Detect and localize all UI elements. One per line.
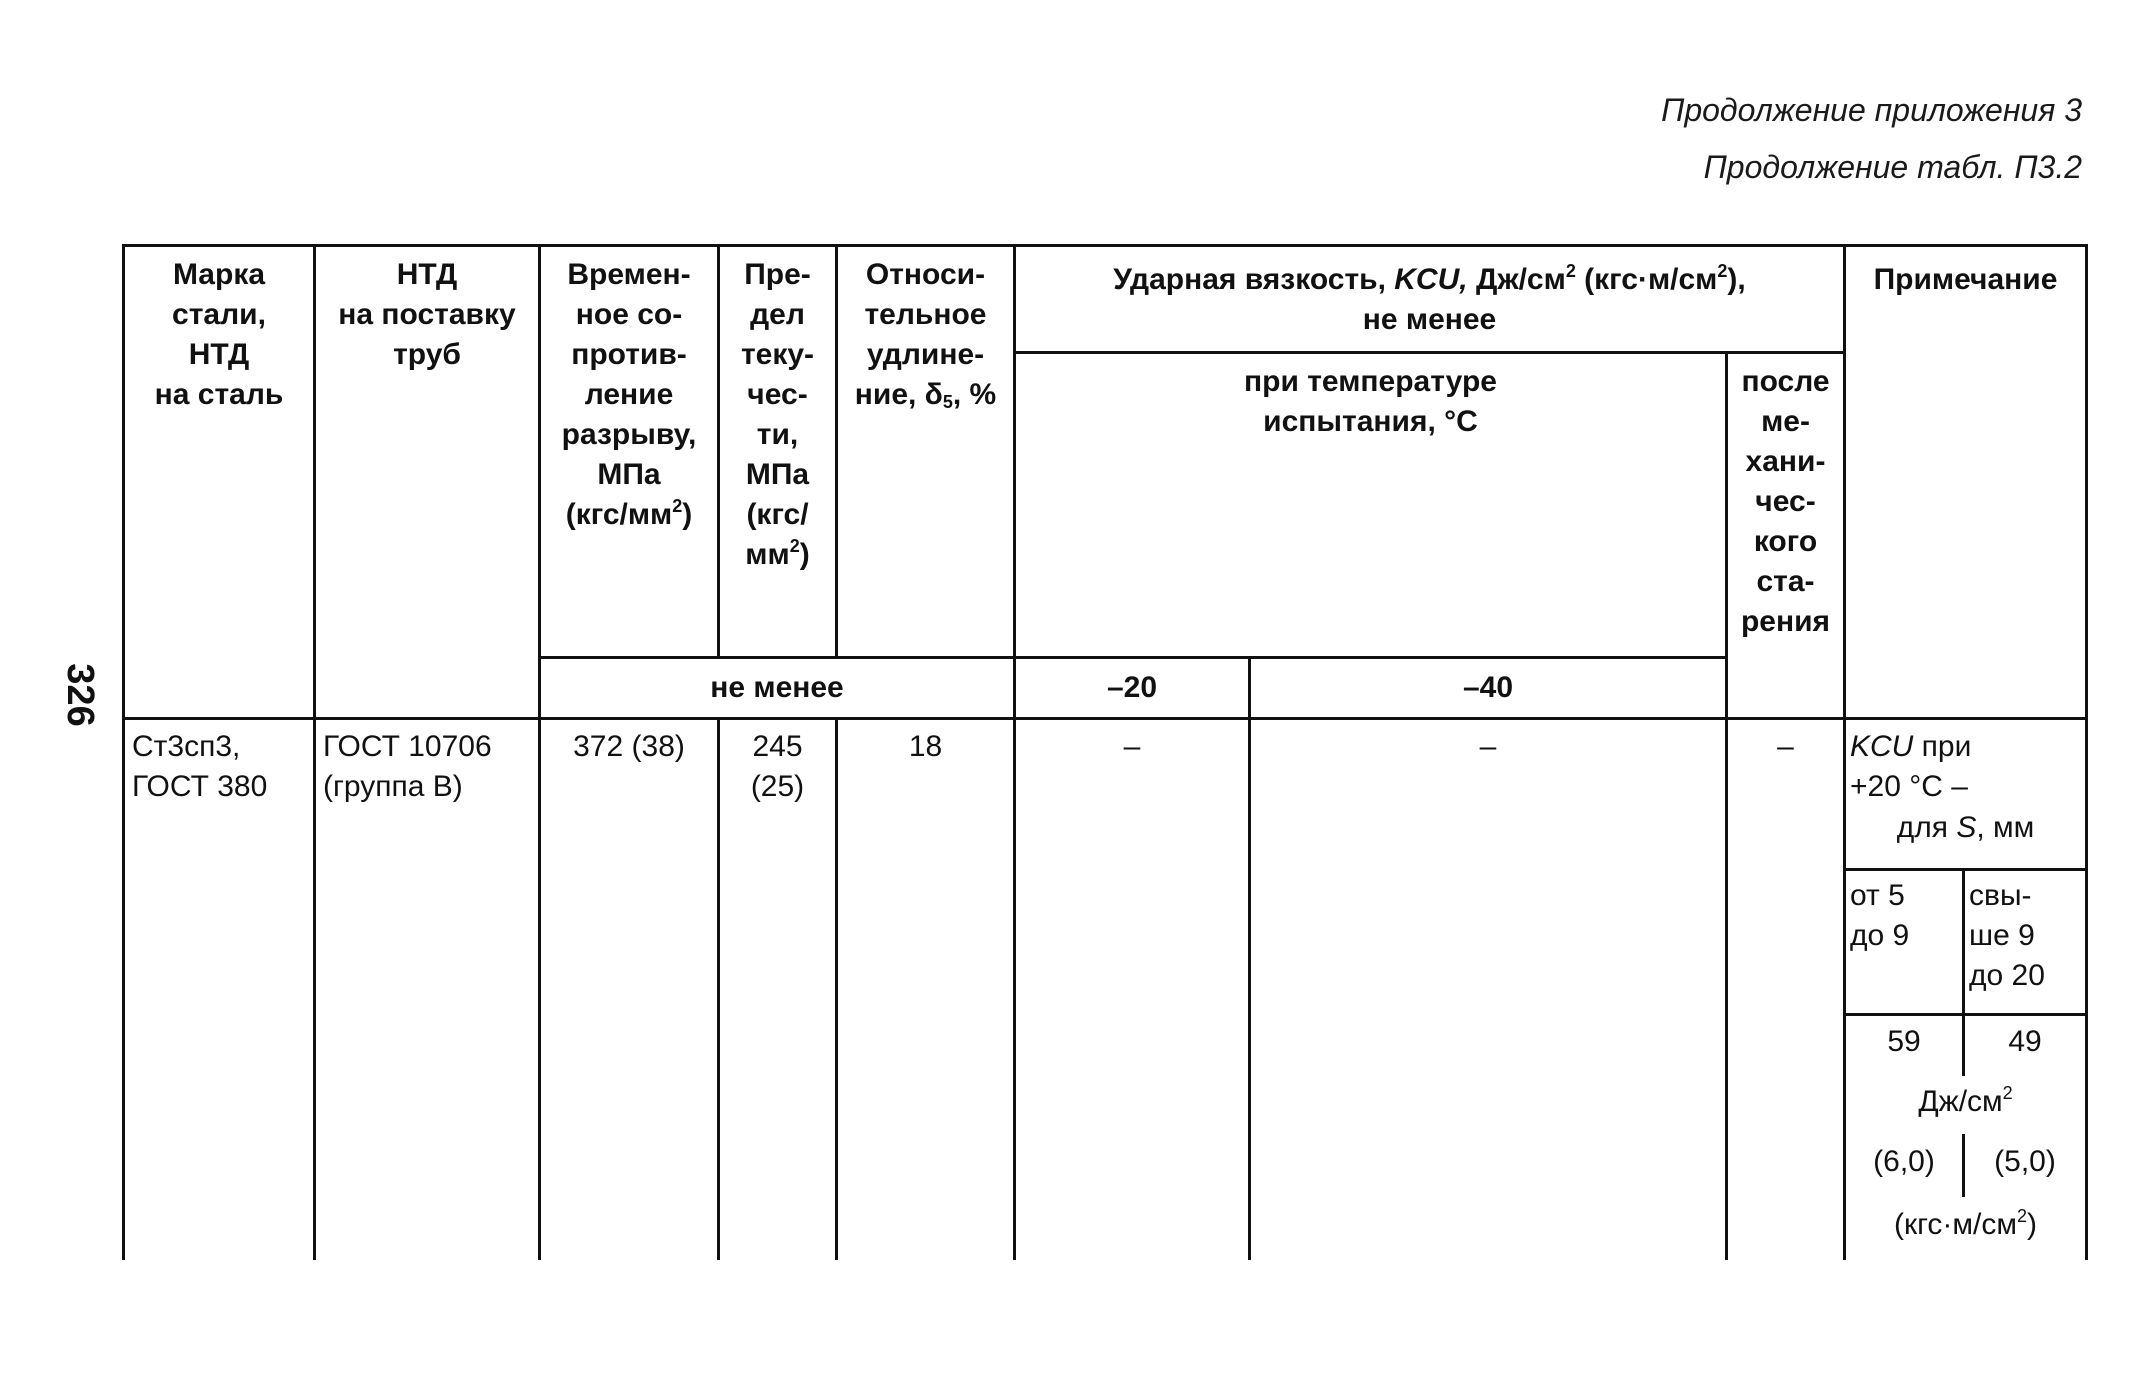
- cell-tensile: 372 (38): [573, 730, 685, 763]
- col-header-yield-strength: Пре- дел теку- чес- ти, МПа (кгс/ $мм^2$): [740, 258, 815, 571]
- cell-elongation: 18: [908, 730, 943, 763]
- page-number: 326: [59, 663, 101, 727]
- continuation-table-label: Продолжение табл. П3.2: [1703, 149, 2082, 185]
- cell-yield: 245 (25): [750, 730, 805, 803]
- note-thickness-label: для S, мм: [1896, 811, 2035, 844]
- not-less-label: не менее: [710, 671, 844, 704]
- cell-steel-grade: Ст3сп3, ГОСТ 380: [132, 730, 268, 803]
- note-kcu-condition: KCU при +20 °С –: [1850, 730, 1972, 803]
- continuation-appendix-label: Продолжение приложения 3: [1661, 92, 2082, 128]
- cell-kcu-minus20: –: [1123, 730, 1141, 763]
- note-value-59: 59: [1887, 1025, 1921, 1058]
- note-value-49: 49: [2008, 1025, 2042, 1058]
- cell-kcu-aging: –: [1777, 730, 1794, 763]
- col-header-impact-toughness: Ударная вязкость, KCU, $Дж/см^2$ $(кгс\cdot м/см^2)$, не менее: [1113, 261, 1746, 336]
- note-kgf-5: (5,0): [1994, 1145, 2056, 1178]
- cell-ntd: ГОСТ 10706 (группа В): [323, 730, 492, 803]
- note-kgf-6: (6,0): [1873, 1145, 1935, 1178]
- col-header-elongation: Относи- тельное удлине- ние, $\delta_5$, %: [854, 258, 997, 412]
- col-header-tensile-strength: Времен- ное со- против- ление разрыву, МПа $(кгс/мм^2)$: [561, 258, 697, 531]
- note-range-9-20: свы- ше 9 до 20: [1969, 879, 2045, 992]
- temp-minus-20: –20: [1106, 671, 1158, 704]
- note-range-5-9: от 5 до 9: [1850, 879, 1910, 952]
- col-header-ntd-supply: НТД на поставку труб: [338, 258, 516, 371]
- col-header-after-aging: после ме- хани- чес- кого ста- рения: [1740, 365, 1831, 638]
- note-unit-kgf-m-cm2: $(кгс\cdot м/см^2)$: [1894, 1206, 2037, 1241]
- note-unit-j-cm2: $Дж/см^2$: [1918, 1083, 2013, 1118]
- cell-kcu-minus40: –: [1479, 730, 1497, 763]
- temp-minus-40: –40: [1462, 671, 1514, 704]
- col-header-note: Примечание: [1873, 263, 2058, 296]
- col-header-grade: Марка стали, НТД на сталь: [154, 258, 284, 411]
- col-header-test-temperature: при температуре испытания, °С: [1244, 365, 1497, 438]
